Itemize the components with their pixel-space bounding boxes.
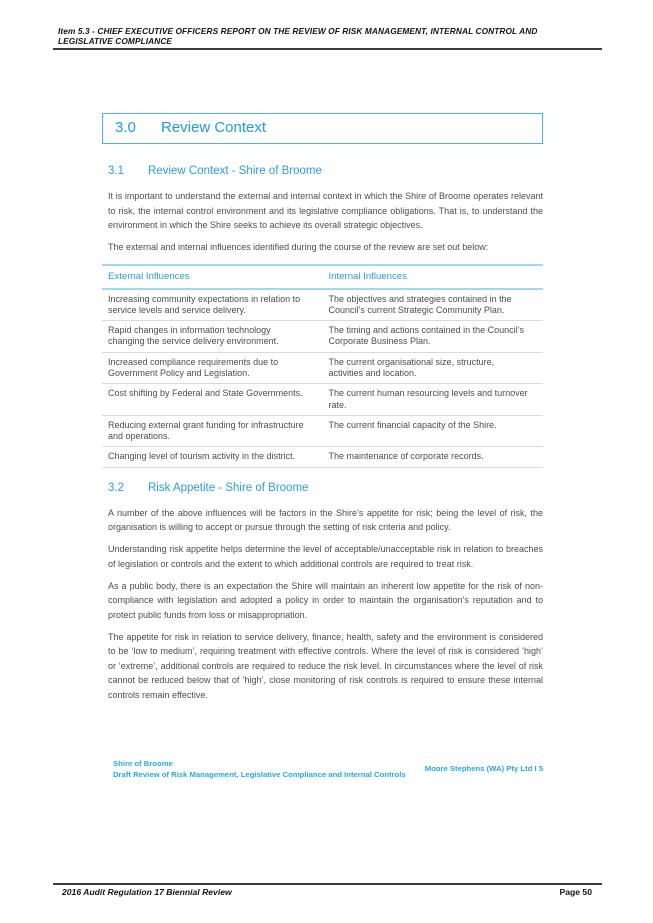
table-row [102, 352, 543, 384]
section-title: Review Context - Shire of Broome [148, 165, 322, 177]
document-header [58, 27, 624, 47]
table-cell: Changing level of tourism activity in the district. [102, 447, 323, 467]
header-divider [53, 48, 602, 50]
section-number: 3.2 [108, 481, 124, 494]
table-header-row [102, 265, 543, 289]
column-header-internal: Internal Influences [323, 265, 544, 289]
table-row [102, 289, 543, 321]
page-number: Page 50 [559, 887, 592, 897]
table-cell: The maintenance of corporate records. [323, 447, 544, 467]
influences-table [102, 264, 543, 468]
document-footer-left [113, 759, 406, 780]
document-footer [113, 759, 543, 780]
section-number: 3.1 [108, 165, 124, 177]
paragraph: The appetite for risk in relation to service delivery, finance, health, safety and the environment is considered to be ‘low to medium’, requiring treatment with effective controls. Where the level of risk is considered ‘high’ or ‘extreme’, additional controls are required to reduce the risk level. In circumstances where the level of risk cannot be reduced below that of ’high’, close monitoring of risk controls is required to ensure these internal controls remain effective. [108, 631, 543, 700]
table-cell: The timing and actions contained in the Council’s Corporate Business Plan. [323, 321, 544, 353]
table-row [102, 384, 543, 416]
paragraph: It is important to understand the external and internal context in which the Shire of Broome operates relevant to risk, the internal control environment and its legislative compliance obligations. That is, to understand the environment in which the Shire seeks to achieve its overall strategic objectives. [108, 191, 543, 230]
table-cell: Cost shifting by Federal and State Governments. [102, 384, 323, 416]
table-cell: Increasing community expectations in relation to service levels and service delivery. [102, 289, 323, 321]
paragraph: Understanding risk appetite helps determine the level of acceptable/unacceptable risk in relation to breaches of legislation or controls and the extent to which additional controls are required to treat risk. [108, 544, 543, 569]
document-header-line2: LEGISLATIVE COMPLIANCE [58, 35, 173, 46]
table-cell: Increased compliance requirements due to Government Policy and Legislation. [102, 352, 323, 384]
section-title: Review Context [161, 119, 267, 136]
table-row [102, 321, 543, 353]
page-footer [62, 887, 592, 897]
section-title: Risk Appetite - Shire of Broome [148, 481, 309, 494]
footer-org: Shire of Broome [113, 759, 173, 768]
table-cell: The objectives and strategies contained in the Council’s current Strategic Community Plan. [323, 289, 544, 321]
page-footer-title: 2016 Audit Regulation 17 Biennial Review [62, 887, 232, 897]
footer-divider [53, 883, 602, 885]
paragraph: A number of the above influences will be factors in the Shire’s appetite for risk; being the level of risk, the organisation is willing to accept or pursue through the setting of risk criteria and policy. [108, 507, 543, 533]
table-cell: The current organisational size, structure, activities and location. [323, 352, 544, 384]
column-header-external: External Influences [102, 265, 323, 289]
footer-doc-title: Draft Review of Risk Management, Legislative Compliance and Internal Controls [113, 769, 406, 779]
footer-company-page: Moore Stephens (WA) Pty Ltd I 5 [424, 764, 543, 774]
main-content [102, 113, 543, 702]
table-row [102, 415, 543, 447]
document-header-line1: Item 5.3 - CHIEF EXECUTIVE OFFICERS REPORT ON THE REVIEW OF RISK MANAGEMENT, INTERNAL CONTROL AND [58, 26, 538, 36]
paragraph: As a public body, there is an expectation the Shire will maintain an inherent low appetite for the risk of non-compliance with legislation and adopted a policy in order to maintain the organisation’s reputation and to protect public funds from loss or misappropriation. [108, 580, 543, 620]
section-number: 3.0 [115, 119, 136, 136]
table-cell: The current financial capacity of the Shire. [323, 415, 544, 447]
paragraph: The external and internal influences identified during the course of the review are set out below: [108, 242, 489, 252]
table-cell: Rapid changes in information technology changing the service delivery environment. [102, 321, 323, 353]
section-3-1-heading [108, 165, 543, 177]
table-row [102, 447, 543, 467]
table-cell: The current human resourcing levels and turnover rate. [323, 384, 544, 416]
section-3-0-heading [102, 113, 543, 144]
section-3-2-heading [108, 482, 543, 494]
table-cell: Reducing external grant funding for infrastructure and operations. [102, 415, 323, 447]
